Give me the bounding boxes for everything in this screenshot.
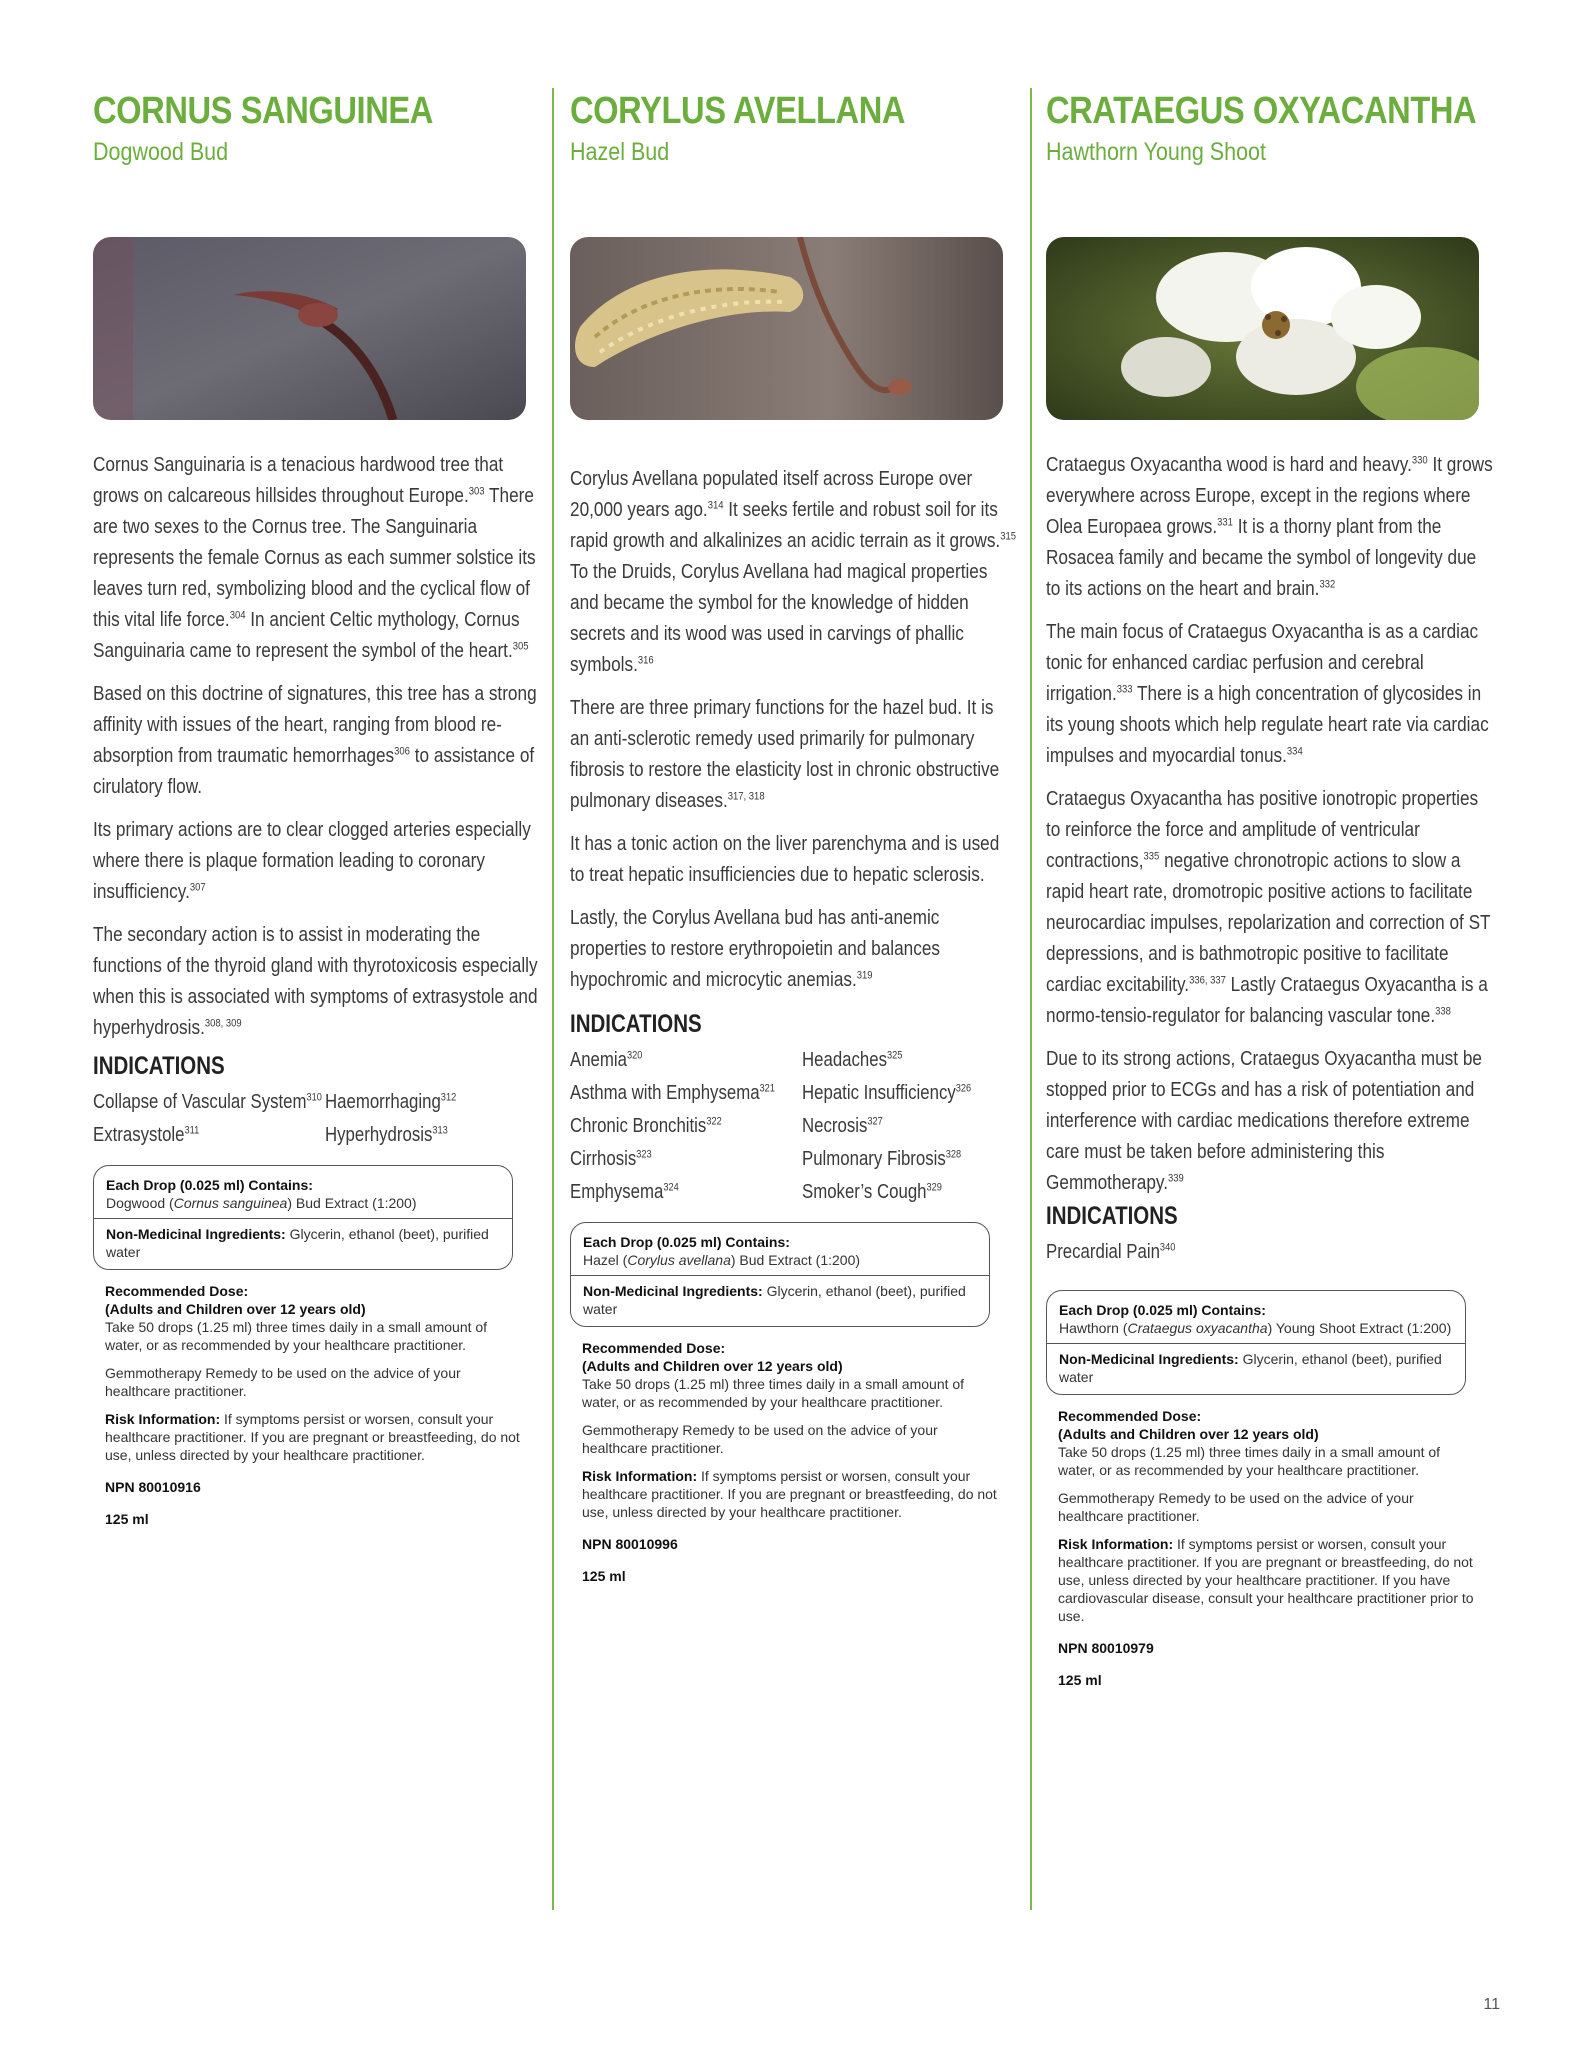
indication-item: Extrasystole$^{311}$ xyxy=(93,1124,200,1146)
indication-item: Pulmonary Fibrosis$^{328}$ xyxy=(802,1148,962,1170)
product-subtitle: Dogwood Bud xyxy=(93,138,229,166)
paragraph: Corylus Avellana populated itself across Europe over 20,000 years ago.$^{314}$ It seeks fertile and robust soil for its rapid growth and alkalinizes an acidic terrain as it grows.$^{315}$ To the Druids, Corylus Avellana had magical properties and became the symbol for the knowledge of hidden secrets and its wood was used in carvings of phallic symbols.$^{316}$ xyxy=(570,468,1017,676)
indications-section xyxy=(570,996,1032,1595)
paragraph: Crataegus Oxyacantha has positive ionotropic properties to reinforce the force and amplitude of ventricular contractions,$^{335}$ negative chronotropic actions to slow a rapid heart rate, dromotropic positive actions to facilitate neurocardiac impulses, repolarization and correction of ST depressions, and is bathmotropic positive to facilitate cardiac excitability.$^{336, 337}$ Lastly Crataegus Oxyacantha is a normo-tensio-regulator for balancing vascular tone.$^{338}$ xyxy=(1046,788,1491,1027)
paragraph: There are three primary functions for the hazel bud. It is an anti-sclerotic remedy used primarily for pulmonary fibrosis to restore the elasticity lost in chronic obstructive pulmonary diseases.$^{317, 318}$ xyxy=(570,697,1000,812)
indications-heading: INDICATIONS xyxy=(1046,1202,1178,1230)
npn-number: NPN 80010916 xyxy=(105,1479,201,1495)
volume: 125 ml xyxy=(1058,1672,1102,1688)
product-column-crataegus xyxy=(1046,88,1496,1688)
indication-item: Anemia$^{320}$ xyxy=(570,1049,643,1071)
indication-item: Precardial Pain$^{340}$ xyxy=(1046,1241,1176,1263)
indications-section xyxy=(93,1038,555,1538)
non-medicinal-row: Non-Medicinal Ingredients: Glycerin, ethanol (beet), purified water xyxy=(583,1283,966,1317)
npn-number: NPN 80010979 xyxy=(1058,1640,1154,1656)
product-subtitle: Hazel Bud xyxy=(570,138,670,166)
indications-list xyxy=(1046,1237,1508,1268)
indications-heading: INDICATIONS xyxy=(570,1010,702,1038)
non-medicinal-row: Non-Medicinal Ingredients: Glycerin, ethanol (beet), purified water xyxy=(106,1226,489,1260)
ingredients-box xyxy=(93,1165,513,1270)
paragraph: Its primary actions are to clear clogged arteries especially where there is plaque formation leading to coronary insufficiency.$^{307}$ xyxy=(93,819,531,903)
indication-item: Necrosis$^{327}$ xyxy=(802,1115,883,1137)
indication-item: Hepatic Insufficiency$^{326}$ xyxy=(802,1082,972,1104)
indications-section xyxy=(1046,1188,1508,1699)
non-medicinal-row: Non-Medicinal Ingredients: Glycerin, ethanol (beet), purified water xyxy=(1059,1351,1442,1385)
indications-list xyxy=(570,1045,1032,1208)
volume: 125 ml xyxy=(582,1568,626,1584)
indication-item: Smoker’s Cough$^{329}$ xyxy=(802,1181,942,1203)
paragraph: Cornus Sanguinaria is a tenacious hardwood tree that grows on calcareous hillsides throughout Europe.$^{303}$ There are two sexes to the Cornus tree. The Sanguinaria represents the female Cornus as each summer solstice its leaves turn red, symbolizing blood and the cyclical flow of this vital life force.$^{304}$ In ancient Celtic mythology, Cornus Sanguinaria came to represent the symbol of the heart.$^{305}$ xyxy=(93,454,536,662)
description xyxy=(93,450,613,1056)
ingredients-box xyxy=(570,1222,990,1327)
contains-row: Each Drop (0.025 ml) Contains: Hawthorn (Crataegus oxyacantha) Young Shoot Extract (1:200) xyxy=(1047,1291,1465,1344)
paragraph: Lastly, the Corylus Avellana bud has anti-anemic properties to restore erythropoietin and balances hypochromic and microcytic anemias.$^{319}$ xyxy=(570,907,941,991)
paragraph: It has a tonic action on the liver parenchyma and is used to treat hepatic insufficiencies due to hepatic sclerosis. xyxy=(570,833,1000,886)
dosage-info: Recommended Dose: (Adults and Children over 12 years old) Take 50 drops (1.25 ml) three times daily in a small amount of water, or as recommended by your healthcare practitioner. Gemmotherapy Remedy to be used on the advice of your healthcare practitioner. Risk Information: If symptoms persist or worsen, consult your healthcare practitioner. If you are pregnant or breastfeeding, do not use, unless directed by your healthcare practitioner. NPN 80010996 125 ml xyxy=(570,1327,1014,1585)
product-subtitle: Hawthorn Young Shoot xyxy=(1046,138,1266,166)
page-number: 11 xyxy=(1483,1996,1500,2013)
paragraph: Based on this doctrine of signatures, this tree has a strong affinity with issues of the heart, ranging from blood re-absorption from traumatic hemorrhages$^{306}$ to assistance of cirulatory flow. xyxy=(93,683,537,798)
hawthorn-blossom-photo xyxy=(1046,237,1479,420)
paragraph: Crataegus Oxyacantha wood is hard and heavy.$^{330}$ It grows everywhere across Europe, except in the regions where Olea Europaea grows.$^{331}$ It is a thorny plant from the Rosacea family and became the symbol of longevity due to its actions on the heart and brain.$^{332}$ xyxy=(1046,454,1493,600)
indication-item: Asthma with Emphysema$^{321}$ xyxy=(570,1082,775,1104)
indications-list xyxy=(93,1087,555,1151)
indication-item: Hyperhydrosis$^{313}$ xyxy=(325,1124,448,1146)
indication-item: Headaches$^{325}$ xyxy=(802,1049,903,1071)
dosage-info: Recommended Dose: (Adults and Children over 12 years old) Take 50 drops (1.25 ml) three times daily in a small amount of water, or as recommended by your healthcare practitioner. Gemmotherapy Remedy to be used on the advice of your healthcare practitioner. Risk Information: If symptoms persist or worsen, consult your healthcare practitioner. If you are pregnant or breastfeeding, do not use, unless directed by your healthcare practitioner. If you have cardiovascular disease, consult your healthcare practitioner prior to use. NPN 80010979 125 ml xyxy=(1046,1395,1490,1689)
paragraph: The main focus of Crataegus Oxyacantha is as a cardiac tonic for enhanced cardiac perfusion and cerebral irrigation.$^{333}$ There is a high concentration of glycosides in its young shoots which help regulate heart rate via cardiac impulses and myocardial tonus.$^{334}$ xyxy=(1046,621,1489,767)
indication-item: Cirrhosis$^{323}$ xyxy=(570,1148,652,1170)
dosage-info: Recommended Dose: (Adults and Children over 12 years old) Take 50 drops (1.25 ml) three times daily in a small amount of water, or as recommended by your healthcare practitioner. Gemmotherapy Remedy to be used on the advice of your healthcare practitioner. Risk Information: If symptoms persist or worsen, consult your healthcare practitioner. If you are pregnant or breastfeeding, do not use, unless directed by your healthcare practitioner. NPN 80010916 125 ml xyxy=(93,1270,537,1528)
description xyxy=(1046,450,1566,1211)
paragraph: Due to its strong actions, Crataegus Oxyacantha must be stopped prior to ECGs and has a risk of potentiation and interference with cardiac medications therefore extreme care must be taken before administering this Gemmotherapy.$^{339}$ xyxy=(1046,1048,1482,1194)
indications-heading: INDICATIONS xyxy=(93,1052,225,1080)
product-title: CORYLUS AVELLANA xyxy=(570,90,906,132)
indication-item: Chronic Bronchitis$^{322}$ xyxy=(570,1115,722,1137)
npn-number: NPN 80010996 xyxy=(582,1536,678,1552)
paragraph: The secondary action is to assist in moderating the functions of the thyroid gland with thyrotoxicosis especially when this is associated with symptoms of extrasystole and hyperhydrosis.$^{308, 309}$ xyxy=(93,924,538,1039)
indication-item: Haemorrhaging$^{312}$ xyxy=(325,1091,457,1113)
description xyxy=(570,464,1090,1008)
product-title: CORNUS SANGUINEA xyxy=(93,90,433,132)
contains-row: Each Drop (0.025 ml) Contains: Dogwood (Cornus sanguinea) Bud Extract (1:200) xyxy=(94,1166,512,1219)
hazel-catkin-photo xyxy=(570,237,1003,420)
contains-row: Each Drop (0.025 ml) Contains: Hazel (Corylus avellana) Bud Extract (1:200) xyxy=(571,1223,989,1276)
product-column-corylus xyxy=(570,88,1017,1584)
product-title: CRATAEGUS OXYACANTHA xyxy=(1046,90,1477,132)
indication-item: Collapse of Vascular System$^{310}$ xyxy=(93,1091,322,1113)
volume: 125 ml xyxy=(105,1511,149,1527)
ingredients-box xyxy=(1046,1290,1466,1395)
indication-item: Emphysema$^{324}$ xyxy=(570,1181,679,1203)
dogwood-bud-photo xyxy=(93,237,526,420)
product-column-cornus xyxy=(93,88,538,1527)
